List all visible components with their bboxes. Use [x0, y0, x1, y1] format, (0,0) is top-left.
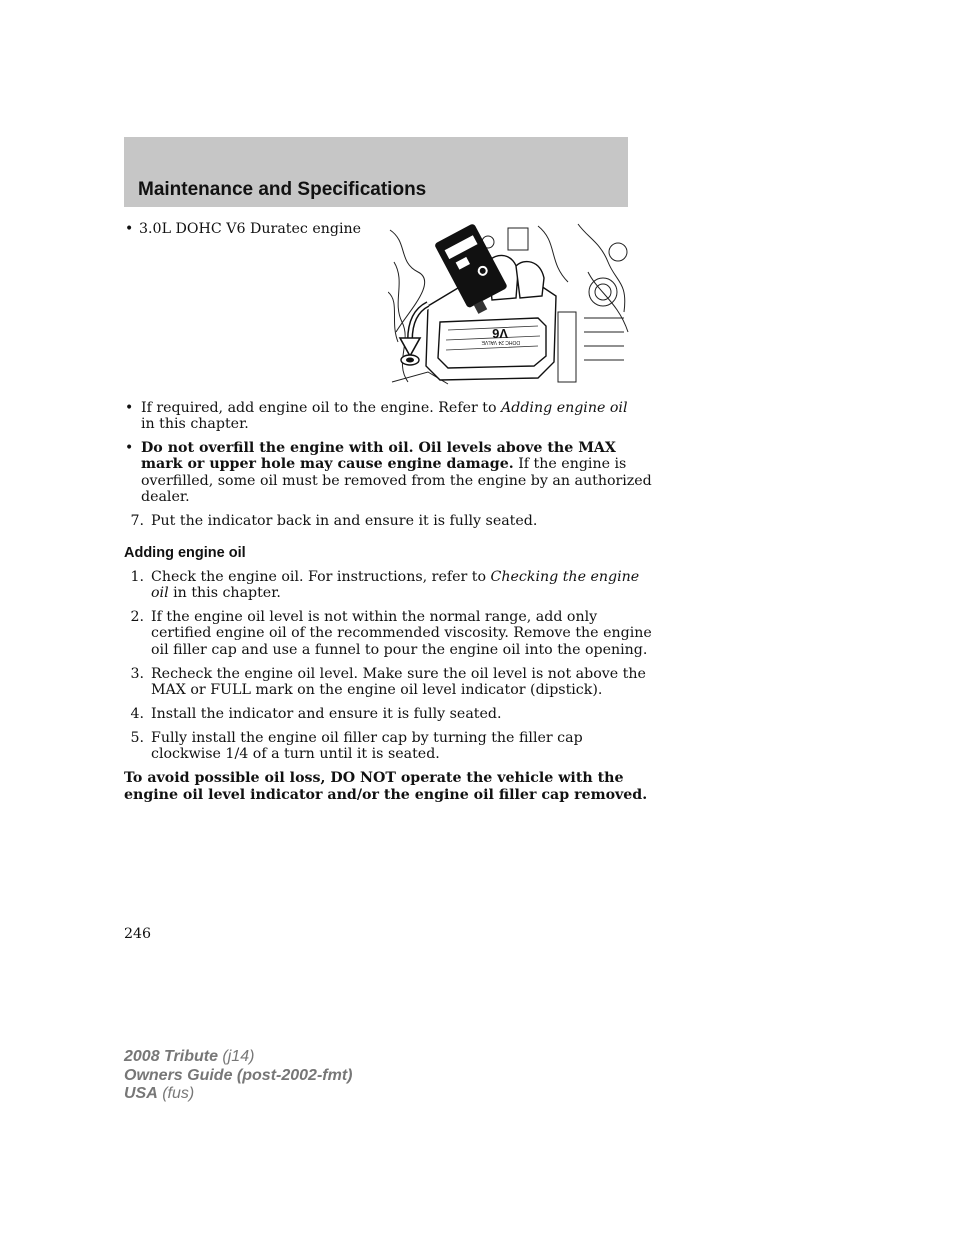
engine-cover-v6-label: V6 [492, 326, 508, 341]
section-title: Maintenance and Specifications [138, 179, 427, 200]
bullet-dot: • [125, 400, 134, 416]
step-2-line2: certified engine oil of the recommended viscosity. Remove the engine [151, 625, 652, 641]
step-number: 4. [130, 706, 144, 722]
bullet-dot: • [125, 440, 134, 456]
step-1-line2 [151, 585, 281, 601]
step-1-line1 [151, 569, 639, 585]
engine-cover-dohc-label: DOHC 24 VALVE [481, 339, 520, 345]
section-header-band [124, 137, 628, 207]
step-1-text-cont: in this chapter. [168, 585, 281, 601]
step-3-line2: MAX or FULL mark on the engine oil level indicator (dipstick). [151, 682, 603, 698]
step-2-line3: oil filler cap and use a funnel to pour the engine oil into the opening. [151, 642, 648, 658]
overfill-warning-line1: Do not overfill the engine with oil. Oil levels above the MAX [141, 440, 616, 456]
step-number: 7. [130, 513, 144, 529]
footer-model-code: (j14) [217, 1048, 255, 1065]
document-footer [124, 1048, 352, 1104]
add-oil-bullet-line1 [141, 400, 628, 416]
footer-line1 [124, 1048, 352, 1067]
footer-line2: Owners Guide (post-2002-fmt) [124, 1066, 353, 1084]
add-oil-bullet-line2: in this chapter. [141, 416, 249, 432]
step-5-line2: clockwise 1/4 of a turn until it is seated. [151, 746, 440, 762]
step-1-text: Check the engine oil. For instructions, refer to [151, 569, 491, 585]
engine-type-text: 3.0L DOHC V6 Duratec engine [139, 221, 362, 237]
step-number: 1. [130, 569, 144, 585]
adding-oil-heading: Adding engine oil [124, 545, 246, 561]
engine-oil-fill-illustration [388, 222, 630, 386]
overfill-warning-line2 [141, 456, 626, 472]
add-oil-ref: Adding engine oil [501, 400, 628, 416]
step-number: 2. [130, 609, 144, 625]
footer-line3 [124, 1085, 352, 1104]
step-1-ref: Checking the engine [490, 569, 640, 585]
step-2-line1: If the engine oil level is not within the normal range, add only [151, 609, 598, 625]
step-3-line1: Recheck the engine oil level. Make sure the oil level is not above the [151, 666, 646, 682]
footer-market-code: (fus) [157, 1085, 195, 1102]
step-1-ref-cont: oil [151, 585, 169, 601]
overfill-warning-line4: dealer. [141, 489, 190, 505]
page-number: 246 [124, 926, 152, 942]
step-7-text: Put the indicator back in and ensure it is fully seated. [151, 513, 538, 529]
step-number: 5. [130, 730, 144, 746]
bullet-dot: • [125, 221, 134, 237]
oil-loss-warning-line2: engine oil level indicator and/or the engine oil filler cap removed. [124, 787, 648, 803]
overfill-warning-rest: If the engine is [513, 456, 627, 472]
step-number: 3. [130, 666, 144, 682]
step-5-line1: Fully install the engine oil filler cap by turning the filler cap [151, 730, 583, 746]
footer-model: 2008 Tribute [124, 1048, 218, 1065]
overfill-warning-bold: mark or upper hole may cause engine damage. [141, 456, 514, 472]
step-4-line1: Install the indicator and ensure it is fully seated. [151, 706, 502, 722]
oil-loss-warning-line1: To avoid possible oil loss, DO NOT operate the vehicle with the [124, 770, 624, 786]
add-oil-text: If required, add engine oil to the engine. Refer to [141, 400, 502, 416]
overfill-warning-line3: overfilled, some oil must be removed from the engine by an authorized [141, 473, 652, 489]
footer-market: USA [124, 1085, 158, 1102]
